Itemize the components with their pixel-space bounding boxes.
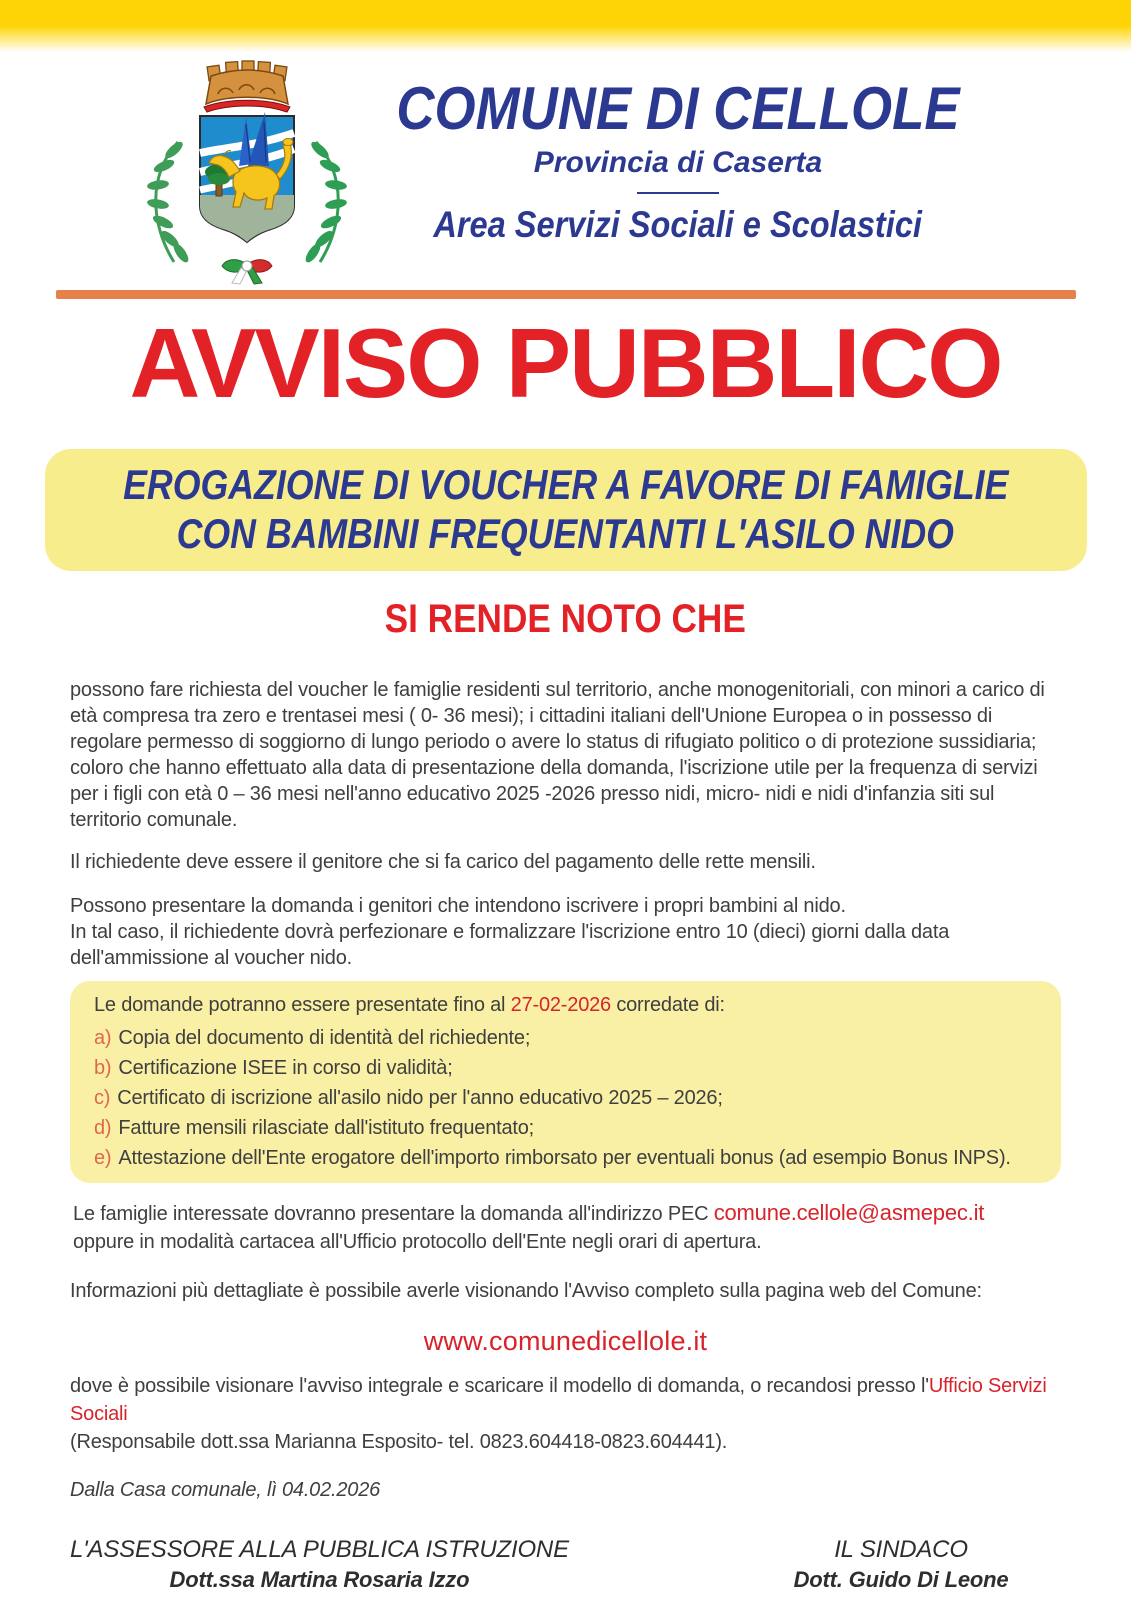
subject-line-2: CON BAMBINI FREQUENTANTI L'ASILO NIDO [176, 510, 955, 557]
pec-paragraph: Le famiglie interessate dovranno presentare la domanda all'indirizzo PEC comune.cellole@asmepec.it oppure in modalità cartacea all'Ufficio protocollo dell'Ente negli orari di apertura. [73, 1200, 985, 1253]
item-letter: a) [94, 1027, 112, 1049]
list-item [94, 1083, 1037, 1113]
documents-panel [70, 981, 1061, 1183]
application-line-1: Possono presentare la domanda i genitori che intendono iscrivere i propri bambini al nido. [70, 895, 846, 917]
signature-block [70, 1536, 1061, 1594]
pec-line-2: oppure in modalità cartacea all'Ufficio protocollo dell'Ente negli orari di apertura. [73, 1231, 762, 1253]
notice-body [70, 677, 1061, 1594]
shield [200, 112, 294, 242]
item-letter: e) [94, 1147, 112, 1169]
municipality-name: COMUNE DI CELLOLE [396, 75, 960, 142]
department-name: Area Servizi Sociali e Scolastici [433, 204, 923, 245]
list-item [94, 1113, 1037, 1143]
website-link[interactable]: www.comunedicellole.it [423, 1326, 708, 1356]
item-text: Certificato di iscrizione all'asilo nido per l'anno educativo 2025 – 2026; [117, 1087, 723, 1109]
mayor-name: Dott. Guido Di Leone [793, 1567, 1009, 1592]
province-name: Provincia di Caserta [533, 146, 823, 179]
pec-email-link[interactable]: comune.cellole@asmepec.it [713, 1200, 985, 1225]
assessor-role: L'ASSESSORE ALLA PUBBLICA ISTRUZIONE [70, 1536, 569, 1563]
top-orange-rule [56, 290, 1076, 299]
application-paragraph [70, 893, 1061, 971]
subject-banner [45, 449, 1087, 571]
item-text: Certificazione ISEE in corso di validità; [118, 1057, 453, 1079]
info-paragraph: Informazioni più dettagliate è possibile averle visionando l'Avviso completo sulla pagina web del Comune: [70, 1280, 982, 1302]
section-heading: SI RENDE NOTO CHE [384, 597, 747, 641]
deadline-date: 27-02-2026 [510, 994, 611, 1016]
coat-of-arms-graphic [136, 54, 358, 286]
item-text: Fatture mensili rilasciate dall'istituto frequentato; [118, 1117, 535, 1139]
item-letter: d) [94, 1117, 112, 1139]
dateline: Dalla Casa comunale, lì 04.02.2026 [70, 1479, 381, 1501]
top-accent-bar [0, 0, 1131, 52]
list-item [94, 1023, 1037, 1053]
signature-mayor [771, 1536, 1031, 1594]
tricolor-ribbon [222, 260, 272, 284]
item-text: Copia del documento di identità del richiedente; [118, 1027, 531, 1049]
eligibility-paragraph: possono fare richiesta del voucher le famiglie residenti sul territorio, anche monogenitoriali, con minori a carico di età compresa tra zero e trentasei mesi ( 0- 36 mesi); i cittadini italiani dell'Unione Europea o in possesso di regolare permesso di soggiorno di lungo periodo o avere lo status di rifugiato politico o di protezione sussidiaria; coloro che hanno effettuato alla data di presentazione della domanda, l'iscrizione utile per la frequenza di servizi per i figli con età 0 – 36 mesi nell'anno educativo 2025 -2026 presso nidi, micro- nidi e nidi d'infanzia siti sul territorio comunale. [70, 679, 1045, 831]
mayor-role: IL SINDACO [834, 1536, 968, 1563]
signature-assessor [70, 1536, 569, 1594]
item-letter: c) [94, 1087, 111, 1109]
application-line-2: In tal caso, il richiedente dovrà perfezionare e formalizzare l'iscrizione entro 10 (dieci) giorni dalla data dell'ammissione al voucher nido. [70, 921, 950, 969]
item-text: Attestazione dell'Ente erogatore dell'importo rimborsato per eventuali bonus (ad esempio Bonus INPS). [118, 1147, 1011, 1169]
mural-crown-icon [204, 61, 290, 112]
office-name: Ufficio Servizi Sociali [70, 1375, 1047, 1425]
coat-of-arms [136, 54, 358, 291]
header-divider [637, 192, 719, 194]
where-paragraph: dove è possibile visionare l'avviso integrale e scaricare il modello di domanda, o recandosi presso l'Ufficio Servizi Sociali (Responsabile dott.ssa Marianna Esposito- tel. 0823.604418-0823.604441). [70, 1375, 1047, 1453]
header [0, 54, 1131, 286]
subject-line-1: EROGAZIONE DI VOUCHER A FAVORE DI FAMIGLIE [122, 461, 1009, 508]
where-line-2: (Responsabile dott.ssa Marianna Esposito- tel. 0823.604418-0823.604441). [70, 1431, 728, 1453]
assessor-name: Dott.ssa Martina Rosaria Izzo [169, 1567, 470, 1592]
header-text [358, 54, 1131, 246]
list-item [94, 1143, 1037, 1173]
item-letter: b) [94, 1057, 112, 1079]
deadline-line: Le domande potranno essere presentate fino al 27-02-2026 corredate di: [94, 994, 725, 1016]
requester-paragraph: Il richiedente deve essere il genitore che si fa carico del pagamento delle rette mensili. [70, 851, 816, 873]
notice-title: AVVISO PUBBLICO [129, 308, 1002, 418]
list-item [94, 1053, 1037, 1083]
